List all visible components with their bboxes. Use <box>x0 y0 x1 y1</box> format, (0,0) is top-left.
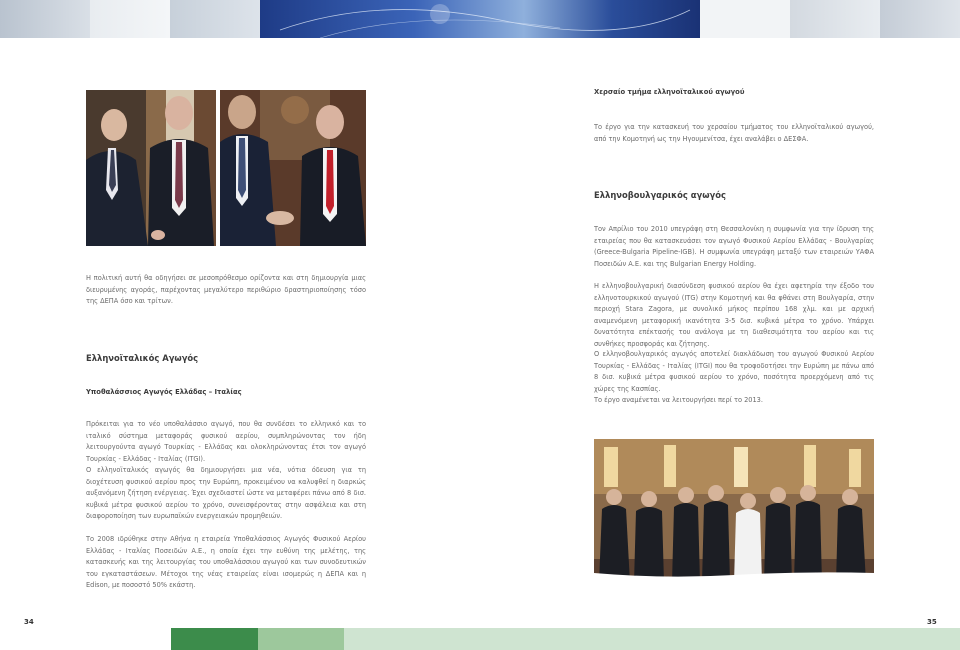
paragraph-igb-1: Τον Απρίλιο του 2010 υπεγράφη στη Θεσσαλονίκη η συμφωνία για την ίδρυση της εταιρείας που θα κατασκευάσει τον αγωγό Φυσικού Αερίου Ελλάδας - Βουλγαρίας (Greece-Bulgaria Pipeline-IGB). Η συμφωνία υπεγράφη μεταξύ των εταιρειών ΥΑΦΑ Ποσειδών Α.Ε. και της Bulgarian Energy Holding. <box>594 225 874 268</box>
paragraph-igb-2: Η ελληνοβουλγαρική διασύνδεση φυσικού αερίου θα έχει αφετηρία την έξοδο του ελληνοτουρκικού αγωγού (ITG) στην Κομοτηνή και θα φθάνει στη Βουλγαρία, στην περιοχή Stara Zagora, με συνολικό μήκος περίπου 168 χλμ. και με αρχική αναμενόμενη μεταφορική ικανότητα 3-5 δισ. κυβικά μέτρα το χρόνο. Υπάρχει δυνατότητα επέκτασής του ανάλογα με τη διαθεσιμότητα του αερίου και τις συνθήκες προσφοράς και ζήτησης. <box>594 282 874 348</box>
paragraph-subsea-2: Ο ελληνοϊταλικός αγωγός θα δημιουργήσει μια νέα, νότια όδευση για τη διοχέτευση φυσικού αερίου προς την Ευρώπη, προκειμένου να καλυφθεί η διαρκώς αυξανόμενη ζήτηση ενέργειας. Έχει σχεδιαστεί ώστε να μεταφέρει πάνω από 8 δισ. κυβικά μέτρα φυσικού αερίου το χρόνο, συνεισφέροντας στην ασφάλεια και στη διαφοροποίηση των ευρωπαϊκών ενεργειακών προμηθειών. <box>86 466 366 521</box>
photo-group-signing-ceremony <box>594 439 874 583</box>
section-title-greek-bulgarian-pipeline: Ελληνοβουλγαρικός αγωγός <box>594 190 726 200</box>
photo-caption-paragraph: Η πολιτική αυτή θα οδηγήσει σε μεσοπρόθεσμο ορίζοντα και στη δημιουργία μιας διευρυμένης αγοράς, παρέχοντας μεγαλύτερο περιθώριο δραστηριοποίησης τόσο της ΔΕΠΑ όσο και τρίτων. <box>86 274 366 306</box>
photo-leaders-handshake <box>220 90 366 246</box>
paragraph-igb-4: Το έργο αναμένεται να λειτουργήσει περί το 2013. <box>594 396 763 404</box>
section-title-greek-italian-pipeline: Ελληνοϊταλικός Αγωγός <box>86 353 199 363</box>
page-number-left: 34 <box>24 618 34 626</box>
footer-bar-dark-green <box>171 628 258 650</box>
footer-bar-mid-green <box>258 628 344 650</box>
paragraph-igb-3: Ο ελληνοβουλγαρικός αγωγός αποτελεί διακλάδωση του αγωγού Φυσικού Αερίου Τουρκίας - Ελλάδας - Ιταλίας (ITGI) που θα τροφοδοτήσει την Ευρώπη με πάνω από 8 δισ. κυβικά μέτρα φυσικού αερίου το χρόνο, ποσότητα προερχόμενη από τις χώρες της Κασπίας. <box>594 350 874 393</box>
page-number-right: 35 <box>927 618 937 626</box>
paragraph-subsea-1: Πρόκειται για το νέο υποθαλάσσιο αγωγό, που θα συνδέσει το ελληνικό και το ιταλικό σύστημα μεταφοράς φυσικού αερίου, συμπληρώνοντας τον ήδη λειτουργούντα αγωγό Τουρκίας - Ελλάδας και ολοκληρώνοντας έτσι τον αγωγό Τουρκίας - Ελλάδας - Ιταλίας (ITGI). <box>86 420 366 463</box>
section-title-onshore-segment: Χερσαίο τμήμα ελληνοϊταλικού αγωγού <box>594 88 745 96</box>
header-banner <box>0 0 960 38</box>
world-map-graphic <box>260 0 700 38</box>
footer-bar-light-green <box>344 628 960 650</box>
paragraph-subsea-3: Το 2008 ιδρύθηκε στην Αθήνα η εταιρεία Υποθαλάσσιος Αγωγός Φυσικού Αερίου Ελλάδας - Ιταλίας Ποσειδών Α.Ε., η οποία έχει την ευθύνη της μελέτης, της κατασκευής και της λειτουργίας του υποθαλάσσιου αγωγού και των συνοδευτικών του εγκαταστάσεων. Μέτοχοι της νέας εταιρείας είναι ισομερώς η ΔΕΠΑ και η Edison, με ποσοστό 50% εκάστη. <box>86 535 366 590</box>
subsection-title-subsea-pipeline: Υποθαλάσσιος Αγωγός Ελλάδας – Ιταλίας <box>86 388 242 396</box>
paragraph-onshore: Το έργο για την κατασκευή του χερσαίου τμήματος του ελληνοϊταλικού αγωγού, από την Κομοτηνή ως την Ηγουμενίτσα, έχει αναλάβει ο ΔΕΣΦΑ. <box>594 123 874 143</box>
photo-leaders-meeting-1 <box>86 90 216 246</box>
